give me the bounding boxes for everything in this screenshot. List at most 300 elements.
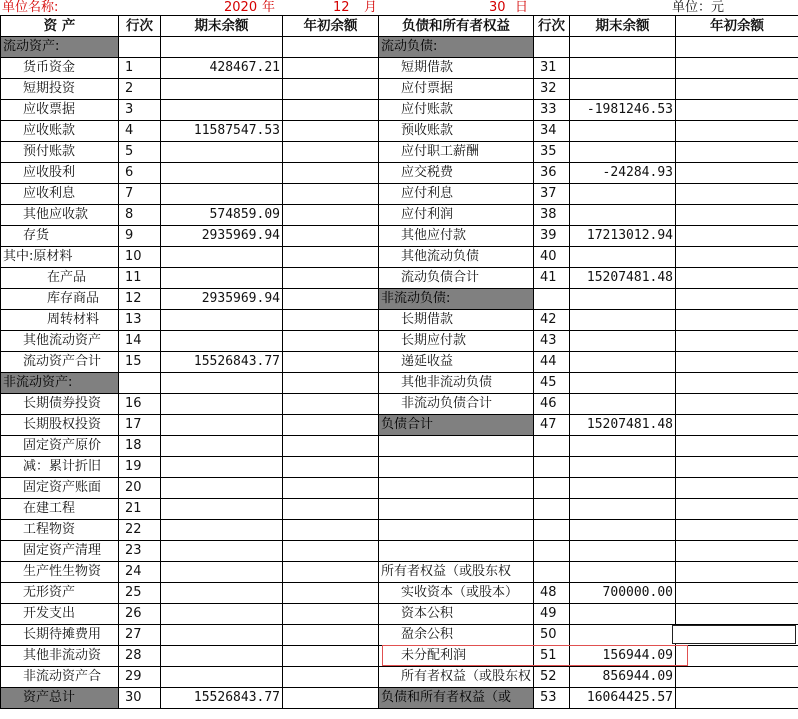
liability-item[interactable]: 长期借款 — [379, 310, 534, 331]
liab-row-no[interactable]: 48 — [534, 583, 570, 604]
asset-row-no[interactable]: 2 — [119, 79, 161, 100]
asset-end-balance[interactable] — [161, 142, 283, 163]
asset-item[interactable]: 流动资产合计 — [1, 352, 119, 373]
asset-end-balance[interactable] — [161, 247, 283, 268]
asset-end-balance[interactable]: 574859.09 — [161, 205, 283, 226]
asset-row-no[interactable]: 3 — [119, 100, 161, 121]
liability-item[interactable]: 应付票据 — [379, 79, 534, 100]
day-value: 30 — [489, 0, 506, 15]
asset-begin-balance[interactable] — [283, 373, 379, 394]
liability-item[interactable]: 预收账款 — [379, 121, 534, 142]
asset-item[interactable]: 固定资产清理 — [1, 541, 119, 562]
liab-end-balance[interactable] — [570, 499, 676, 520]
asset-begin-balance[interactable] — [283, 688, 379, 709]
asset-row-no[interactable]: 26 — [119, 604, 161, 625]
asset-end-balance[interactable]: 2935969.94 — [161, 289, 283, 310]
liab-row-no[interactable]: 46 — [534, 394, 570, 415]
asset-end-balance[interactable] — [161, 163, 283, 184]
liab-begin-balance[interactable] — [676, 583, 798, 604]
asset-item[interactable]: 固定资产原价 — [1, 436, 119, 457]
liability-item[interactable]: 应付利息 — [379, 184, 534, 205]
asset-end-balance[interactable] — [161, 667, 283, 688]
asset-item[interactable]: 应收账款 — [1, 121, 119, 142]
col-liab-equity: 负债和所有者权益 — [379, 16, 534, 37]
liab-end-balance[interactable]: -24284.93 — [570, 163, 676, 184]
liab-row-no[interactable]: 39 — [534, 226, 570, 247]
asset-begin-balance[interactable] — [283, 163, 379, 184]
liab-begin-balance[interactable] — [676, 562, 798, 583]
liab-begin-balance[interactable] — [676, 37, 798, 58]
liab-begin-balance[interactable] — [676, 142, 798, 163]
liab-end-balance[interactable] — [570, 142, 676, 163]
asset-item[interactable]: 其他流动资产 — [1, 331, 119, 352]
asset-item[interactable]: 减：累计折旧 — [1, 457, 119, 478]
asset-begin-balance[interactable] — [283, 667, 379, 688]
asset-item[interactable]: 非流动资产: — [1, 373, 119, 394]
month-value: 12 — [333, 0, 350, 15]
liab-end-balance[interactable]: 156944.09 — [570, 646, 676, 667]
asset-end-balance[interactable] — [161, 79, 283, 100]
asset-row-no[interactable] — [119, 373, 161, 394]
liab-row-no[interactable]: 44 — [534, 352, 570, 373]
asset-item[interactable]: 存货 — [1, 226, 119, 247]
liab-begin-balance[interactable] — [676, 58, 798, 79]
table-row — [1, 100, 798, 121]
asset-item[interactable]: 应收股利 — [1, 163, 119, 184]
asset-item[interactable]: 在建工程 — [1, 499, 119, 520]
liab-end-balance[interactable]: 15207481.48 — [570, 268, 676, 289]
liab-row-no[interactable] — [534, 499, 570, 520]
liab-end-balance[interactable] — [570, 562, 676, 583]
liab-end-balance[interactable] — [570, 352, 676, 373]
liab-begin-balance[interactable] — [676, 226, 798, 247]
liab-row-no[interactable] — [534, 289, 570, 310]
asset-row-no[interactable]: 28 — [119, 646, 161, 667]
asset-end-balance[interactable]: 15526843.77 — [161, 352, 283, 373]
asset-item[interactable]: 应收票据 — [1, 100, 119, 121]
asset-item[interactable]: 非流动资产合 — [1, 667, 119, 688]
liab-row-no[interactable] — [534, 37, 570, 58]
asset-row-no[interactable]: 22 — [119, 520, 161, 541]
liab-row-no[interactable]: 47 — [534, 415, 570, 436]
asset-end-balance[interactable]: 15526843.77 — [161, 688, 283, 709]
asset-begin-balance[interactable] — [283, 394, 379, 415]
table-row — [1, 163, 798, 184]
asset-end-balance[interactable] — [161, 499, 283, 520]
liab-end-balance[interactable] — [570, 541, 676, 562]
asset-row-no[interactable]: 20 — [119, 478, 161, 499]
day-suffix: 日 — [515, 0, 529, 15]
liab-begin-balance[interactable] — [676, 436, 798, 457]
currency-unit: 单位：元 — [672, 0, 725, 15]
asset-end-balance[interactable] — [161, 415, 283, 436]
liability-item[interactable]: 负债和所有者权益（或 — [379, 688, 534, 709]
table-row — [1, 667, 798, 688]
table-row — [1, 184, 798, 205]
liab-begin-balance[interactable] — [676, 310, 798, 331]
table-row — [1, 373, 798, 394]
asset-row-no[interactable]: 21 — [119, 499, 161, 520]
liability-item[interactable] — [379, 541, 534, 562]
liab-row-no[interactable]: 34 — [534, 121, 570, 142]
liab-row-no[interactable]: 31 — [534, 58, 570, 79]
asset-item[interactable]: 短期投资 — [1, 79, 119, 100]
liab-begin-balance[interactable] — [676, 352, 798, 373]
liab-end-balance[interactable] — [570, 184, 676, 205]
liab-begin-balance[interactable] — [676, 373, 798, 394]
asset-end-balance[interactable] — [161, 184, 283, 205]
liab-row-no[interactable]: 45 — [534, 373, 570, 394]
liab-begin-balance[interactable] — [676, 268, 798, 289]
table-row — [1, 541, 798, 562]
liab-end-balance[interactable]: -1981246.53 — [570, 100, 676, 121]
col-end-balance: 期末余额 — [161, 16, 283, 37]
table-row — [1, 583, 798, 604]
col-begin-balance-2: 年初余额 — [676, 16, 798, 37]
asset-end-balance[interactable] — [161, 394, 283, 415]
liab-end-balance[interactable] — [570, 37, 676, 58]
asset-begin-balance[interactable] — [283, 331, 379, 352]
liab-begin-balance[interactable] — [676, 331, 798, 352]
liab-row-no[interactable]: 38 — [534, 205, 570, 226]
asset-item[interactable]: 其他非流动资 — [1, 646, 119, 667]
table-row — [1, 415, 798, 436]
liability-item[interactable]: 流动负债: — [379, 37, 534, 58]
liability-item[interactable]: 应付职工薪酬 — [379, 142, 534, 163]
asset-row-no[interactable]: 16 — [119, 394, 161, 415]
asset-item[interactable]: 货币资金 — [1, 58, 119, 79]
asset-item[interactable]: 预付账款 — [1, 142, 119, 163]
asset-end-balance[interactable]: 2935969.94 — [161, 226, 283, 247]
report-header — [0, 0, 798, 16]
table-row — [1, 646, 798, 667]
asset-item[interactable]: 其中:原材料 — [1, 247, 119, 268]
asset-begin-balance[interactable] — [283, 121, 379, 142]
asset-begin-balance[interactable] — [283, 352, 379, 373]
asset-begin-balance[interactable] — [283, 205, 379, 226]
liab-begin-balance[interactable] — [676, 79, 798, 100]
liab-end-balance[interactable] — [570, 289, 676, 310]
asset-begin-balance[interactable] — [283, 226, 379, 247]
asset-row-no[interactable]: 19 — [119, 457, 161, 478]
liab-end-balance[interactable] — [570, 331, 676, 352]
table-row — [1, 457, 798, 478]
liab-end-balance[interactable] — [570, 394, 676, 415]
asset-row-no[interactable] — [119, 37, 161, 58]
asset-begin-balance[interactable] — [283, 646, 379, 667]
liab-end-balance[interactable] — [570, 310, 676, 331]
balance-sheet-table — [0, 15, 798, 709]
asset-end-balance[interactable] — [161, 583, 283, 604]
asset-row-no[interactable]: 27 — [119, 625, 161, 646]
liability-item[interactable]: 应付利润 — [379, 205, 534, 226]
asset-begin-balance[interactable] — [283, 310, 379, 331]
asset-begin-balance[interactable] — [283, 457, 379, 478]
asset-begin-balance[interactable] — [283, 562, 379, 583]
table-row — [1, 142, 798, 163]
asset-end-balance[interactable]: 11587547.53 — [161, 121, 283, 142]
col-end-balance-2: 期末余额 — [570, 16, 676, 37]
table-row — [1, 352, 798, 373]
liab-row-no[interactable]: 33 — [534, 100, 570, 121]
liability-item[interactable]: 递延收益 — [379, 352, 534, 373]
asset-begin-balance[interactable] — [283, 415, 379, 436]
asset-begin-balance[interactable] — [283, 541, 379, 562]
liab-row-no[interactable]: 35 — [534, 142, 570, 163]
asset-begin-balance[interactable] — [283, 604, 379, 625]
unit-name-label: 单位名称: — [2, 0, 59, 15]
asset-end-balance[interactable] — [161, 457, 283, 478]
liability-item[interactable]: 应交税费 — [379, 163, 534, 184]
liab-row-no[interactable]: 36 — [534, 163, 570, 184]
asset-begin-balance[interactable] — [283, 625, 379, 646]
asset-item[interactable]: 固定资产账面 — [1, 478, 119, 499]
liab-end-balance[interactable] — [570, 457, 676, 478]
liability-item[interactable]: 非流动负债: — [379, 289, 534, 310]
asset-row-no[interactable]: 8 — [119, 205, 161, 226]
liability-item[interactable]: 其他流动负债 — [379, 247, 534, 268]
asset-row-no[interactable]: 15 — [119, 352, 161, 373]
asset-row-no[interactable]: 6 — [119, 163, 161, 184]
asset-item[interactable]: 长期债券投资 — [1, 394, 119, 415]
liab-end-balance[interactable]: 17213012.94 — [570, 226, 676, 247]
liab-row-no[interactable]: 50 — [534, 625, 570, 646]
liability-item[interactable]: 非流动负债合计 — [379, 394, 534, 415]
liab-row-no[interactable] — [534, 562, 570, 583]
asset-end-balance[interactable] — [161, 436, 283, 457]
liability-item[interactable]: 实收资本（或股本） — [379, 583, 534, 604]
liab-end-balance[interactable]: 856944.09 — [570, 667, 676, 688]
asset-row-no[interactable]: 12 — [119, 289, 161, 310]
asset-end-balance[interactable] — [161, 373, 283, 394]
asset-begin-balance[interactable] — [283, 436, 379, 457]
liability-item[interactable]: 其他非流动负债 — [379, 373, 534, 394]
table-row — [1, 331, 798, 352]
asset-end-balance[interactable] — [161, 562, 283, 583]
asset-begin-balance[interactable] — [283, 142, 379, 163]
liability-item[interactable]: 其他应付款 — [379, 226, 534, 247]
liability-item[interactable]: 应付账款 — [379, 100, 534, 121]
liab-begin-balance[interactable] — [676, 520, 798, 541]
liab-row-no[interactable] — [534, 436, 570, 457]
liab-end-balance[interactable] — [570, 121, 676, 142]
liability-item[interactable]: 长期应付款 — [379, 331, 534, 352]
asset-begin-balance[interactable] — [283, 583, 379, 604]
asset-row-no[interactable]: 18 — [119, 436, 161, 457]
liability-item[interactable]: 短期借款 — [379, 58, 534, 79]
liab-begin-balance[interactable] — [676, 415, 798, 436]
liab-begin-balance[interactable] — [676, 541, 798, 562]
asset-item[interactable]: 无形资产 — [1, 583, 119, 604]
asset-begin-balance[interactable] — [283, 268, 379, 289]
liab-begin-balance[interactable] — [676, 667, 798, 688]
liab-row-no[interactable] — [534, 457, 570, 478]
asset-end-balance[interactable]: 428467.21 — [161, 58, 283, 79]
table-row — [1, 688, 798, 709]
asset-item[interactable]: 资产总计 — [1, 688, 119, 709]
asset-end-balance[interactable] — [161, 100, 283, 121]
liab-row-no[interactable]: 51 — [534, 646, 570, 667]
table-row — [1, 310, 798, 331]
liability-item[interactable]: 所有者权益（或股东权 — [379, 562, 534, 583]
liab-begin-balance[interactable] — [676, 457, 798, 478]
liability-item[interactable] — [379, 520, 534, 541]
liab-end-balance[interactable] — [570, 520, 676, 541]
liability-item[interactable]: 资本公积 — [379, 604, 534, 625]
table-row — [1, 268, 798, 289]
year-suffix: 年 — [262, 0, 276, 15]
asset-end-balance[interactable] — [161, 541, 283, 562]
asset-begin-balance[interactable] — [283, 478, 379, 499]
liab-row-no[interactable]: 42 — [534, 310, 570, 331]
liab-row-no[interactable]: 37 — [534, 184, 570, 205]
asset-row-no[interactable]: 11 — [119, 268, 161, 289]
asset-begin-balance[interactable] — [283, 79, 379, 100]
asset-row-no[interactable]: 7 — [119, 184, 161, 205]
asset-begin-balance[interactable] — [283, 100, 379, 121]
table-row — [1, 79, 798, 100]
liability-item[interactable] — [379, 457, 534, 478]
asset-row-no[interactable]: 23 — [119, 541, 161, 562]
table-row — [1, 604, 798, 625]
asset-begin-balance[interactable] — [283, 247, 379, 268]
asset-begin-balance[interactable] — [283, 520, 379, 541]
month-suffix: 月 — [364, 0, 378, 15]
asset-item[interactable]: 应收利息 — [1, 184, 119, 205]
liab-row-no[interactable]: 49 — [534, 604, 570, 625]
asset-row-no[interactable]: 1 — [119, 58, 161, 79]
col-row-no-2: 行次 — [534, 16, 570, 37]
table-body — [1, 37, 798, 709]
table-row — [1, 121, 798, 142]
asset-item[interactable]: 其他应收款 — [1, 205, 119, 226]
asset-row-no[interactable]: 24 — [119, 562, 161, 583]
liab-end-balance[interactable]: 15207481.48 — [570, 415, 676, 436]
asset-begin-balance[interactable] — [283, 58, 379, 79]
liab-begin-balance[interactable] — [676, 163, 798, 184]
liab-row-no[interactable]: 53 — [534, 688, 570, 709]
liab-row-no[interactable] — [534, 520, 570, 541]
asset-item[interactable]: 流动资产: — [1, 37, 119, 58]
col-asset: 资 产 — [1, 16, 119, 37]
liab-begin-balance[interactable] — [676, 604, 798, 625]
selected-cell[interactable] — [672, 625, 796, 644]
liability-item[interactable]: 所有者权益（或股东权 — [379, 667, 534, 688]
liab-end-balance[interactable] — [570, 247, 676, 268]
liability-item[interactable] — [379, 478, 534, 499]
liab-end-balance[interactable] — [570, 604, 676, 625]
liab-end-balance[interactable] — [570, 79, 676, 100]
asset-row-no[interactable]: 17 — [119, 415, 161, 436]
liab-end-balance[interactable] — [570, 373, 676, 394]
liab-begin-balance[interactable] — [676, 394, 798, 415]
asset-end-balance[interactable] — [161, 646, 283, 667]
liab-row-no[interactable]: 40 — [534, 247, 570, 268]
liability-item[interactable]: 未分配利润 — [379, 646, 534, 667]
liability-item[interactable]: 流动负债合计 — [379, 268, 534, 289]
liab-row-no[interactable]: 32 — [534, 79, 570, 100]
liab-row-no[interactable]: 43 — [534, 331, 570, 352]
liability-item[interactable]: 盈余公积 — [379, 625, 534, 646]
table-row — [1, 436, 798, 457]
table-row — [1, 520, 798, 541]
asset-item[interactable]: 长期待摊费用 — [1, 625, 119, 646]
asset-row-no[interactable]: 13 — [119, 310, 161, 331]
asset-row-no[interactable]: 9 — [119, 226, 161, 247]
asset-item[interactable]: 生产性生物资 — [1, 562, 119, 583]
liab-end-balance[interactable] — [570, 205, 676, 226]
asset-begin-balance[interactable] — [283, 37, 379, 58]
liab-begin-balance[interactable] — [676, 121, 798, 142]
liab-begin-balance[interactable] — [676, 100, 798, 121]
liab-begin-balance[interactable] — [676, 688, 798, 709]
asset-item[interactable]: 开发支出 — [1, 604, 119, 625]
asset-begin-balance[interactable] — [283, 289, 379, 310]
liab-end-balance[interactable] — [570, 58, 676, 79]
liab-begin-balance[interactable] — [676, 247, 798, 268]
asset-end-balance[interactable] — [161, 604, 283, 625]
liab-end-balance[interactable]: 700000.00 — [570, 583, 676, 604]
column-header-row — [1, 16, 798, 37]
asset-item[interactable]: 长期股权投资 — [1, 415, 119, 436]
asset-row-no[interactable]: 14 — [119, 331, 161, 352]
table-row — [1, 58, 798, 79]
asset-begin-balance[interactable] — [283, 184, 379, 205]
table-row — [1, 205, 798, 226]
asset-end-balance[interactable] — [161, 268, 283, 289]
asset-row-no[interactable]: 5 — [119, 142, 161, 163]
liab-row-no[interactable]: 52 — [534, 667, 570, 688]
asset-item[interactable]: 在产品 — [1, 268, 119, 289]
asset-end-balance[interactable] — [161, 520, 283, 541]
asset-begin-balance[interactable] — [283, 499, 379, 520]
col-row-no: 行次 — [119, 16, 161, 37]
asset-item[interactable]: 库存商品 — [1, 289, 119, 310]
liab-end-balance[interactable] — [570, 625, 676, 646]
liab-end-balance[interactable] — [570, 436, 676, 457]
asset-row-no[interactable]: 4 — [119, 121, 161, 142]
liab-row-no[interactable] — [534, 478, 570, 499]
liab-end-balance[interactable] — [570, 478, 676, 499]
liab-begin-balance[interactable] — [676, 289, 798, 310]
asset-row-no[interactable]: 25 — [119, 583, 161, 604]
liab-end-balance[interactable]: 16064425.57 — [570, 688, 676, 709]
asset-end-balance[interactable] — [161, 310, 283, 331]
table-row — [1, 247, 798, 268]
asset-end-balance[interactable] — [161, 37, 283, 58]
liab-begin-balance[interactable] — [676, 205, 798, 226]
asset-item[interactable]: 工程物资 — [1, 520, 119, 541]
table-row — [1, 289, 798, 310]
liab-begin-balance[interactable] — [676, 646, 798, 667]
liab-begin-balance[interactable] — [676, 478, 798, 499]
liab-row-no[interactable] — [534, 541, 570, 562]
liab-row-no[interactable]: 41 — [534, 268, 570, 289]
asset-row-no[interactable]: 10 — [119, 247, 161, 268]
liability-item[interactable] — [379, 436, 534, 457]
asset-item[interactable]: 周转材料 — [1, 310, 119, 331]
asset-end-balance[interactable] — [161, 331, 283, 352]
liability-item[interactable]: 负债合计 — [379, 415, 534, 436]
asset-end-balance[interactable] — [161, 478, 283, 499]
asset-end-balance[interactable] — [161, 625, 283, 646]
liab-begin-balance[interactable] — [676, 184, 798, 205]
liability-item[interactable] — [379, 499, 534, 520]
asset-row-no[interactable]: 29 — [119, 667, 161, 688]
liab-begin-balance[interactable] — [676, 499, 798, 520]
asset-row-no[interactable]: 30 — [119, 688, 161, 709]
year-value: 2020 — [224, 0, 258, 15]
